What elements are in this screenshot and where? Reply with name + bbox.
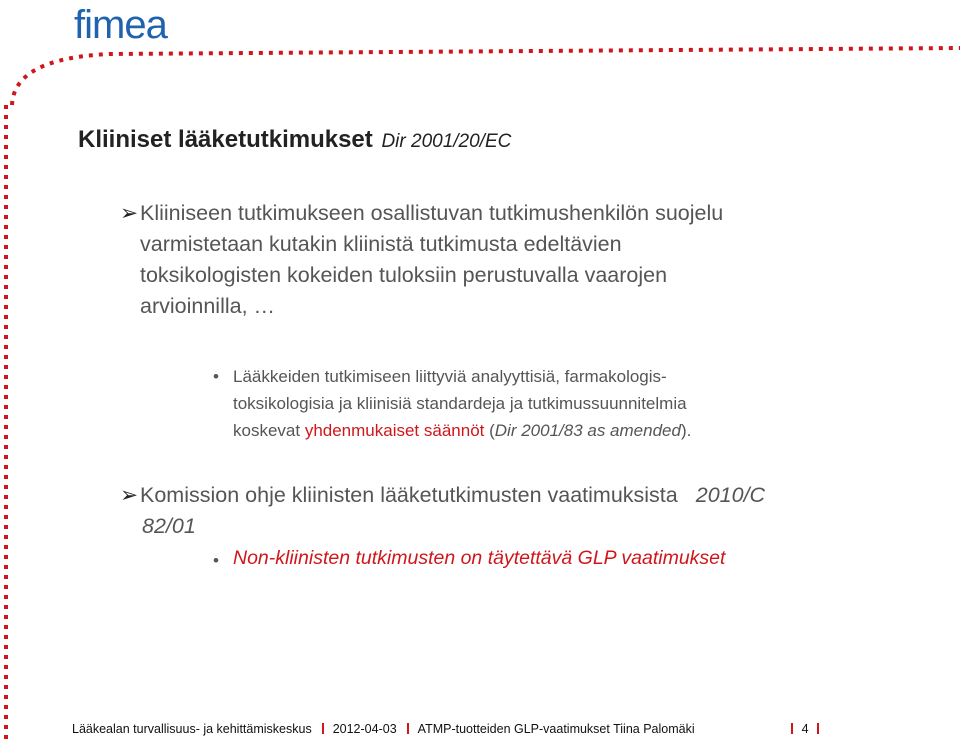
point1-line: Kliiniseen tutkimukseen osallistuvan tutkimushenkilön suojelu [140,201,724,225]
directive-ref: Dir 2001/83 as amended [494,421,681,440]
title-main: Kliiniset lääketutkimukset [78,126,373,153]
footer [72,722,819,736]
point1-line: varmistetaan kutakin kliinistä tutkimusta edeltävien [140,232,622,256]
footer-topic: ATMP-tuotteiden GLP-vaatimukset Tiina Palomäki [417,722,695,736]
footer-org: Lääkealan turvallisuus- ja kehittämiskeskus [72,722,312,736]
point1-line: toksikologisten kokeiden tuloksiin perustuvalla vaarojen [140,263,668,287]
sub-line [233,417,691,444]
sub-text: ( [484,421,495,440]
point2-line: Komission ohje kliinisten lääketutkimusten vaatimuksista [140,483,678,507]
sub-line: Lääkkeiden tutkimiseen liittyviä analyyttisiä, farmakologis- [233,367,667,386]
point1-line: arvioinnilla, … [140,294,276,318]
footer-date: 2012-04-03 [332,722,397,736]
page-number: 4 [801,722,809,736]
sub-text: ). [680,421,692,440]
slide-title [78,126,511,154]
sub-line: toksikologisia ja kliinisiä standardeja ja tutkimussuunnitelmia [233,394,687,413]
arrow-bullet-icon: ➢ [120,483,139,507]
point-2-sub [213,545,726,572]
footer-separator [791,723,793,734]
title-directive: Dir 2001/20/EC [381,131,512,152]
bullet-dot-icon: • [213,551,219,570]
sub-text: koskevat [233,421,305,440]
left-dashed-line [0,60,12,741]
directive-ref: 2010/C [695,483,766,507]
directive-ref: 82/01 [142,514,196,538]
footer-separator [817,723,819,734]
point-1-sub [213,363,692,444]
point-2 [120,480,765,542]
highlight-text: yhdenmukaiset säännöt [304,421,485,440]
arrow-bullet-icon: ➢ [120,201,139,225]
bullet-dot-icon: • [213,367,219,386]
logo-text: fimea [74,3,167,46]
point-1 [120,198,723,322]
sub-line: Non-kliinisten tutkimusten on täytettävä GLP vaatimukset [233,547,726,569]
footer-separator [322,723,324,734]
fimea-logo [74,2,192,46]
footer-separator [407,723,409,734]
